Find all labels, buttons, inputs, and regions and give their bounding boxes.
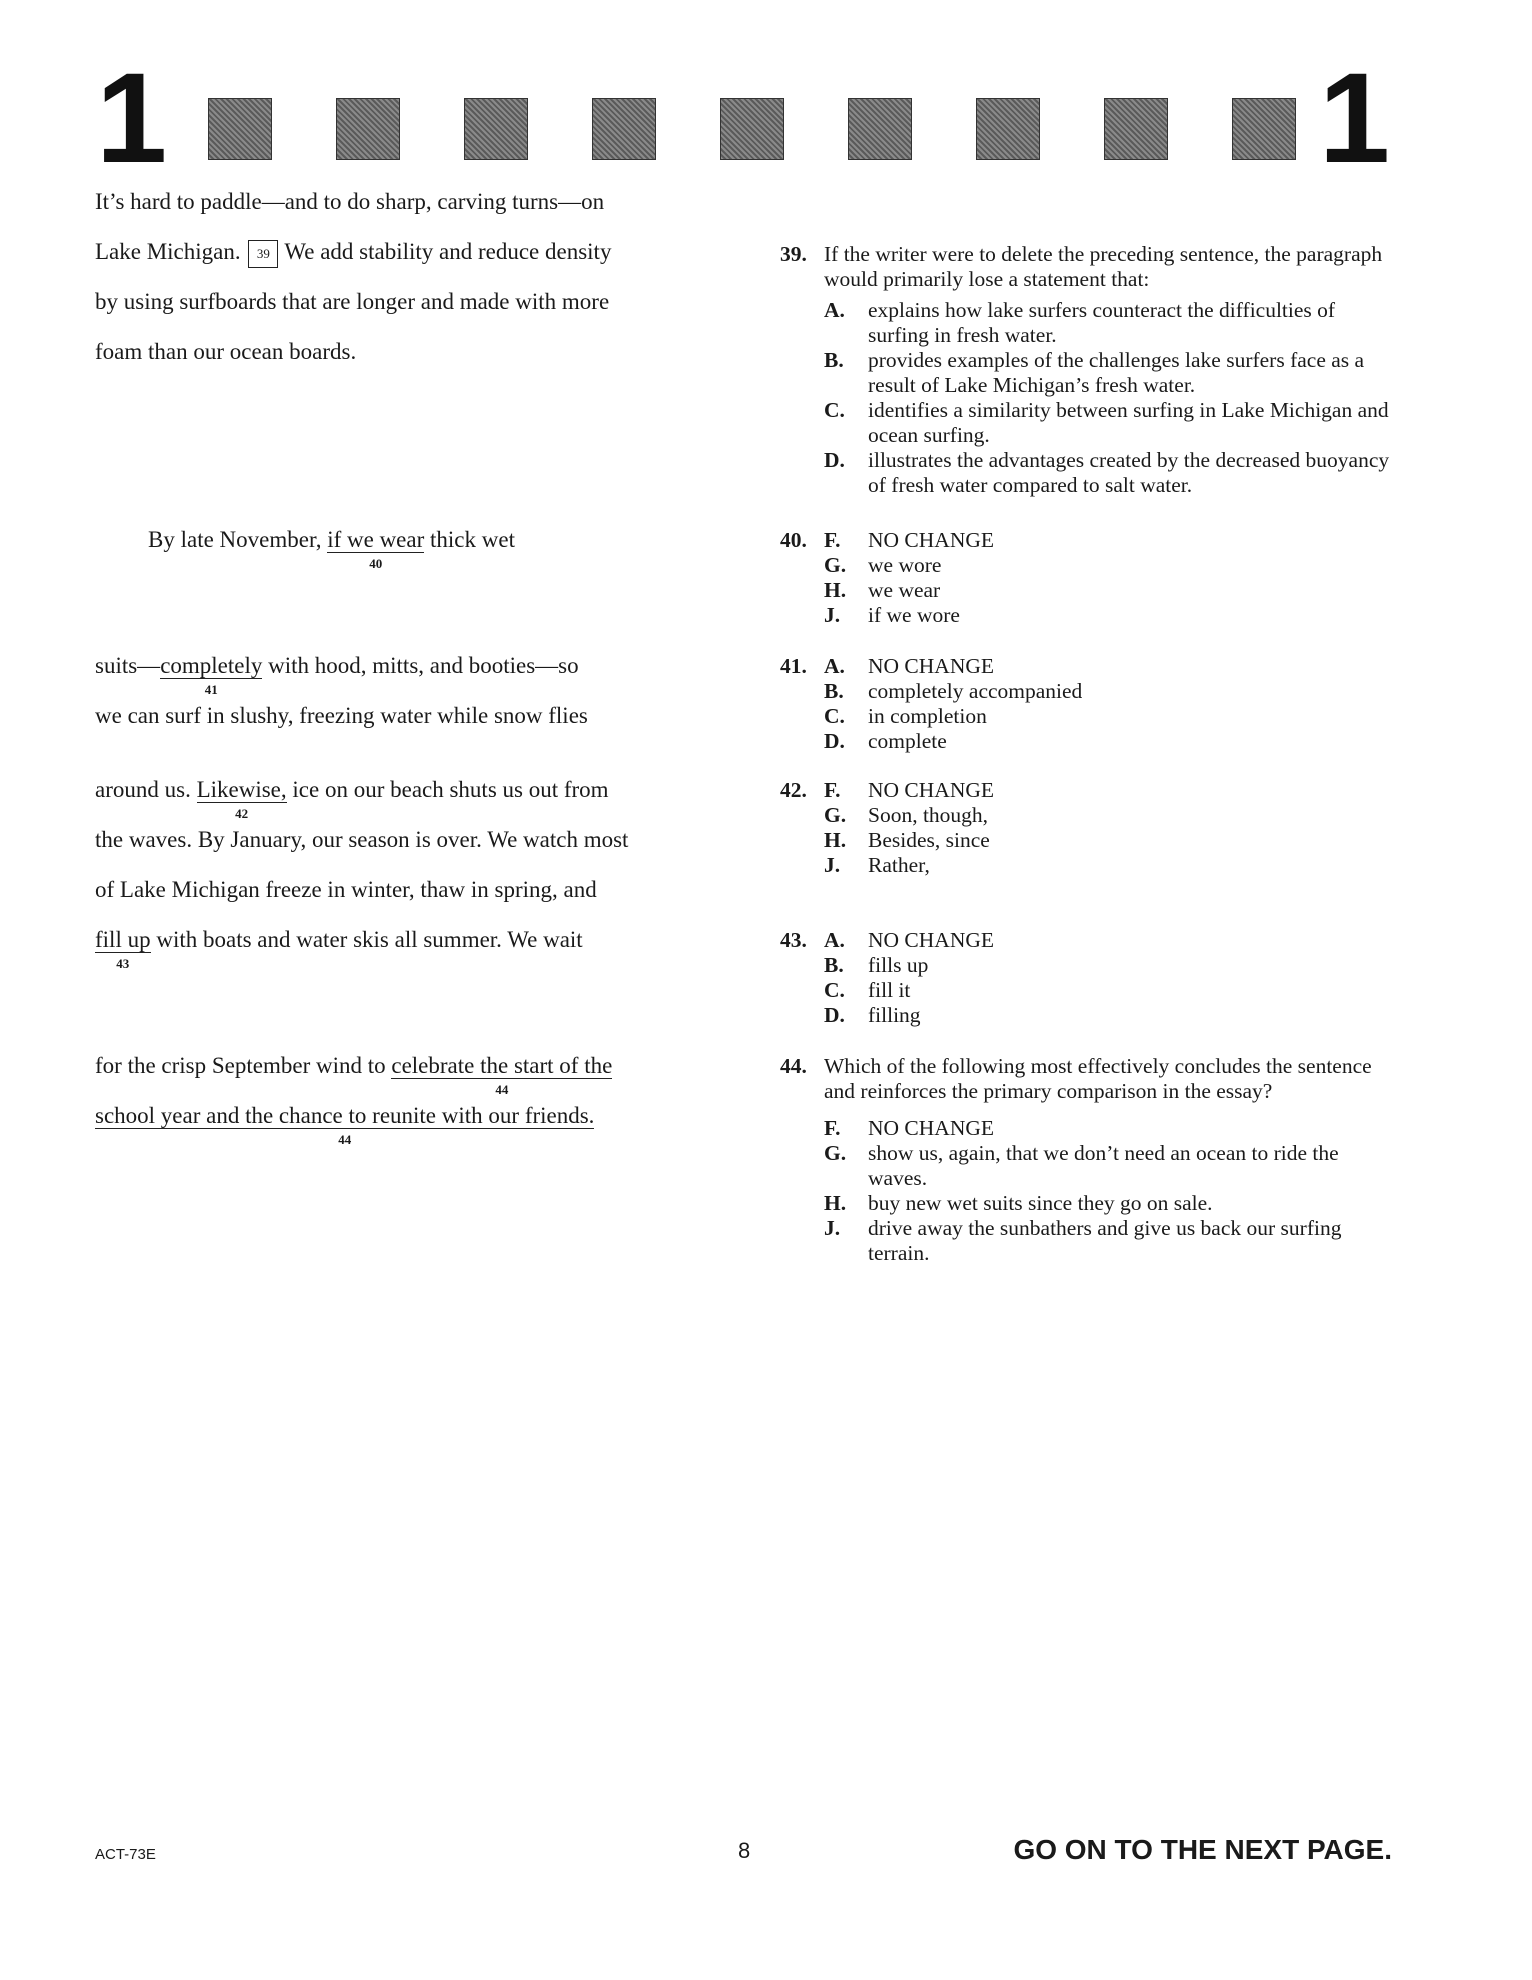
option-text: complete [868, 729, 947, 753]
question-number: 39. [780, 242, 807, 266]
underlined-portion-44 [95, 1103, 595, 1147]
underline-number: 42 [235, 806, 249, 821]
option-text: Soon, though, [868, 803, 989, 827]
option-text: NO CHANGE [868, 778, 995, 802]
passage-text: By late November, [148, 527, 322, 552]
passage-text: the waves. By January, our season is over. We watch most [95, 827, 629, 852]
passage-text: around us. [95, 777, 191, 802]
underlined-portion-43 [95, 927, 151, 971]
answer-option[interactable] [824, 528, 1400, 553]
option-letter: A. [824, 654, 845, 678]
underlined-text: completely [160, 653, 263, 678]
passage-line [95, 776, 609, 821]
question-43 [780, 928, 1400, 1028]
header-block [1104, 98, 1168, 160]
underlined-text: celebrate the start of the [391, 1053, 613, 1078]
answer-option[interactable] [824, 803, 1400, 828]
option-letter: J. [824, 853, 841, 877]
passage-line [95, 1102, 595, 1147]
underlined-text: if we wear [327, 527, 425, 552]
option-letter: C. [824, 398, 845, 422]
option-letter: B. [824, 348, 844, 372]
question-41 [780, 654, 1400, 754]
answer-option[interactable] [824, 654, 1400, 679]
passage-line [95, 288, 609, 316]
answer-option[interactable] [824, 1003, 1400, 1028]
option-letter: F. [824, 528, 841, 552]
page-number: 8 [738, 1838, 751, 1863]
option-letter: G. [824, 803, 847, 827]
passage-text: suits— [95, 653, 161, 678]
answer-option[interactable] [824, 578, 1400, 603]
passage-line [95, 338, 356, 366]
passage-line [95, 926, 583, 971]
option-letter: J. [824, 603, 841, 627]
header-block [848, 98, 912, 160]
passage-text: It’s hard to paddle—and to do sharp, carving turns—on [95, 189, 605, 214]
question-42 [780, 778, 1400, 878]
section-number-right: 1 [1318, 47, 1390, 190]
answer-option[interactable] [824, 398, 1400, 448]
passage-text: with hood, mitts, and booties—so [268, 653, 579, 678]
passage-text: thick wet [430, 527, 515, 552]
answer-option[interactable] [824, 348, 1400, 398]
answer-option[interactable] [824, 1141, 1400, 1191]
option-text: illustrates the advantages created by the decreased buoyancy of fresh water compared to salt water. [868, 448, 1390, 497]
option-text: NO CHANGE [868, 1116, 995, 1140]
header-block [208, 98, 272, 160]
header-block [592, 98, 656, 160]
option-text: NO CHANGE [868, 528, 995, 552]
section-number-left: 1 [96, 47, 168, 190]
option-text: we wore [868, 553, 942, 577]
underline-number: 43 [116, 956, 130, 971]
option-letter: D. [824, 729, 845, 753]
answer-option[interactable] [824, 603, 1400, 628]
underline-number: 44 [338, 1132, 352, 1147]
option-letter: B. [824, 679, 844, 703]
answer-option[interactable] [824, 853, 1400, 878]
option-text: Besides, since [868, 828, 990, 852]
option-letter: D. [824, 448, 845, 472]
answer-options [780, 298, 1400, 498]
option-text: if we wore [868, 603, 960, 627]
option-text: fill it [868, 978, 911, 1002]
passage-text: We add stability and reduce density [284, 239, 612, 264]
passage-line [95, 876, 597, 904]
option-text: Rather, [868, 853, 930, 877]
answer-option[interactable] [824, 928, 1400, 953]
option-letter: H. [824, 828, 847, 852]
question-box-39: 39 [248, 240, 278, 268]
passage-line [95, 702, 588, 730]
header-block [976, 98, 1040, 160]
option-letter: C. [824, 978, 845, 1002]
option-text: filling [868, 1003, 921, 1027]
option-letter: F. [824, 1116, 841, 1140]
answer-option[interactable] [824, 704, 1400, 729]
option-text: fills up [868, 953, 929, 977]
question-39 [780, 242, 1400, 498]
option-letter: H. [824, 1191, 847, 1215]
passage-text: foam than our ocean boards. [95, 339, 357, 364]
option-letter: A. [824, 298, 845, 322]
option-letter: B. [824, 953, 844, 977]
underlined-portion-40 [327, 527, 425, 571]
option-text: drive away the sunbathers and give us back our surfing terrain. [868, 1216, 1342, 1265]
underline-number: 40 [369, 556, 383, 571]
option-text: buy new wet suits since they go on sale. [868, 1191, 1213, 1215]
option-text: NO CHANGE [868, 654, 995, 678]
passage-line [95, 652, 579, 697]
option-letter: C. [824, 704, 845, 728]
go-on-instruction: GO ON TO THE NEXT PAGE. [1013, 1834, 1392, 1865]
passage-line [95, 188, 604, 216]
question-stem: Which of the following most effectively concludes the sentence and reinforces the primary comparison in the essay? [824, 1054, 1372, 1103]
passage-text: ice on our beach shuts us out from [292, 777, 609, 802]
answer-option[interactable] [824, 1116, 1400, 1141]
answer-option[interactable] [824, 778, 1400, 803]
underlined-portion-42 [196, 777, 287, 821]
answer-option[interactable] [824, 953, 1400, 978]
question-number: 42. [780, 778, 807, 802]
question-number: 44. [780, 1054, 807, 1078]
passage-text: by using surfboards that are longer and made with more [95, 289, 610, 314]
question-number: 41. [780, 654, 807, 678]
question-stem: If the writer were to delete the preceding sentence, the paragraph would primarily lose a statement that: [824, 242, 1383, 291]
underlined-text: school year and the chance to reunite with our friends. [95, 1103, 595, 1128]
answer-option[interactable] [824, 1191, 1400, 1216]
option-text: explains how lake surfers counteract the difficulties of surfing in fresh water. [868, 298, 1336, 347]
passage-text: for the crisp September wind to [95, 1053, 386, 1078]
question-number: 40. [780, 528, 807, 552]
option-letter: H. [824, 578, 847, 602]
option-letter: G. [824, 553, 847, 577]
answer-option[interactable] [824, 448, 1400, 498]
answer-option[interactable] [824, 978, 1400, 1003]
passage-line [148, 526, 515, 571]
option-text: NO CHANGE [868, 928, 995, 952]
underlined-portion-44 [391, 1053, 613, 1097]
option-text: show us, again, that we don’t need an ocean to ride the waves. [868, 1141, 1339, 1190]
question-number: 43. [780, 928, 807, 952]
answer-option[interactable] [824, 298, 1400, 348]
form-code: ACT-73E [95, 1846, 156, 1863]
answer-option[interactable] [824, 828, 1400, 853]
question-44 [780, 1054, 1400, 1266]
underline-number: 41 [204, 682, 218, 697]
passage-text: we can surf in slushy, freezing water while snow flies [95, 703, 588, 728]
section-header [96, 47, 1390, 190]
header-block [1232, 98, 1296, 160]
passage-text: Lake Michigan. [95, 239, 241, 264]
option-letter: A. [824, 928, 845, 952]
answer-options [780, 1116, 1400, 1266]
option-letter: D. [824, 1003, 845, 1027]
passage-text: with boats and water skis all summer. We wait [156, 927, 583, 952]
passage-text: of Lake Michigan freeze in winter, thaw in spring, and [95, 877, 597, 902]
option-text: identifies a similarity between surfing in Lake Michigan and ocean surfing. [868, 398, 1389, 447]
underlined-portion-41 [160, 653, 263, 697]
passage-line [95, 1052, 613, 1097]
option-text: we wear [868, 578, 941, 602]
option-text: provides examples of the challenges lake surfers face as a result of Lake Michigan’s fresh water. [868, 348, 1365, 397]
option-text: in completion [868, 704, 987, 728]
answer-option[interactable] [824, 679, 1400, 704]
passage-line [95, 238, 611, 268]
underlined-text: fill up [95, 927, 151, 952]
option-text: completely accompanied [868, 679, 1083, 703]
option-letter: F. [824, 778, 841, 802]
question-40 [780, 528, 1400, 628]
answer-option[interactable] [824, 1216, 1400, 1266]
underline-number: 44 [495, 1082, 509, 1097]
option-letter: G. [824, 1141, 847, 1165]
header-block [720, 98, 784, 160]
option-letter: J. [824, 1216, 841, 1240]
header-block [464, 98, 528, 160]
passage-line [95, 826, 628, 854]
answer-option[interactable] [824, 729, 1400, 754]
answer-option[interactable] [824, 553, 1400, 578]
underlined-text: Likewise, [196, 777, 287, 802]
header-block [336, 98, 400, 160]
